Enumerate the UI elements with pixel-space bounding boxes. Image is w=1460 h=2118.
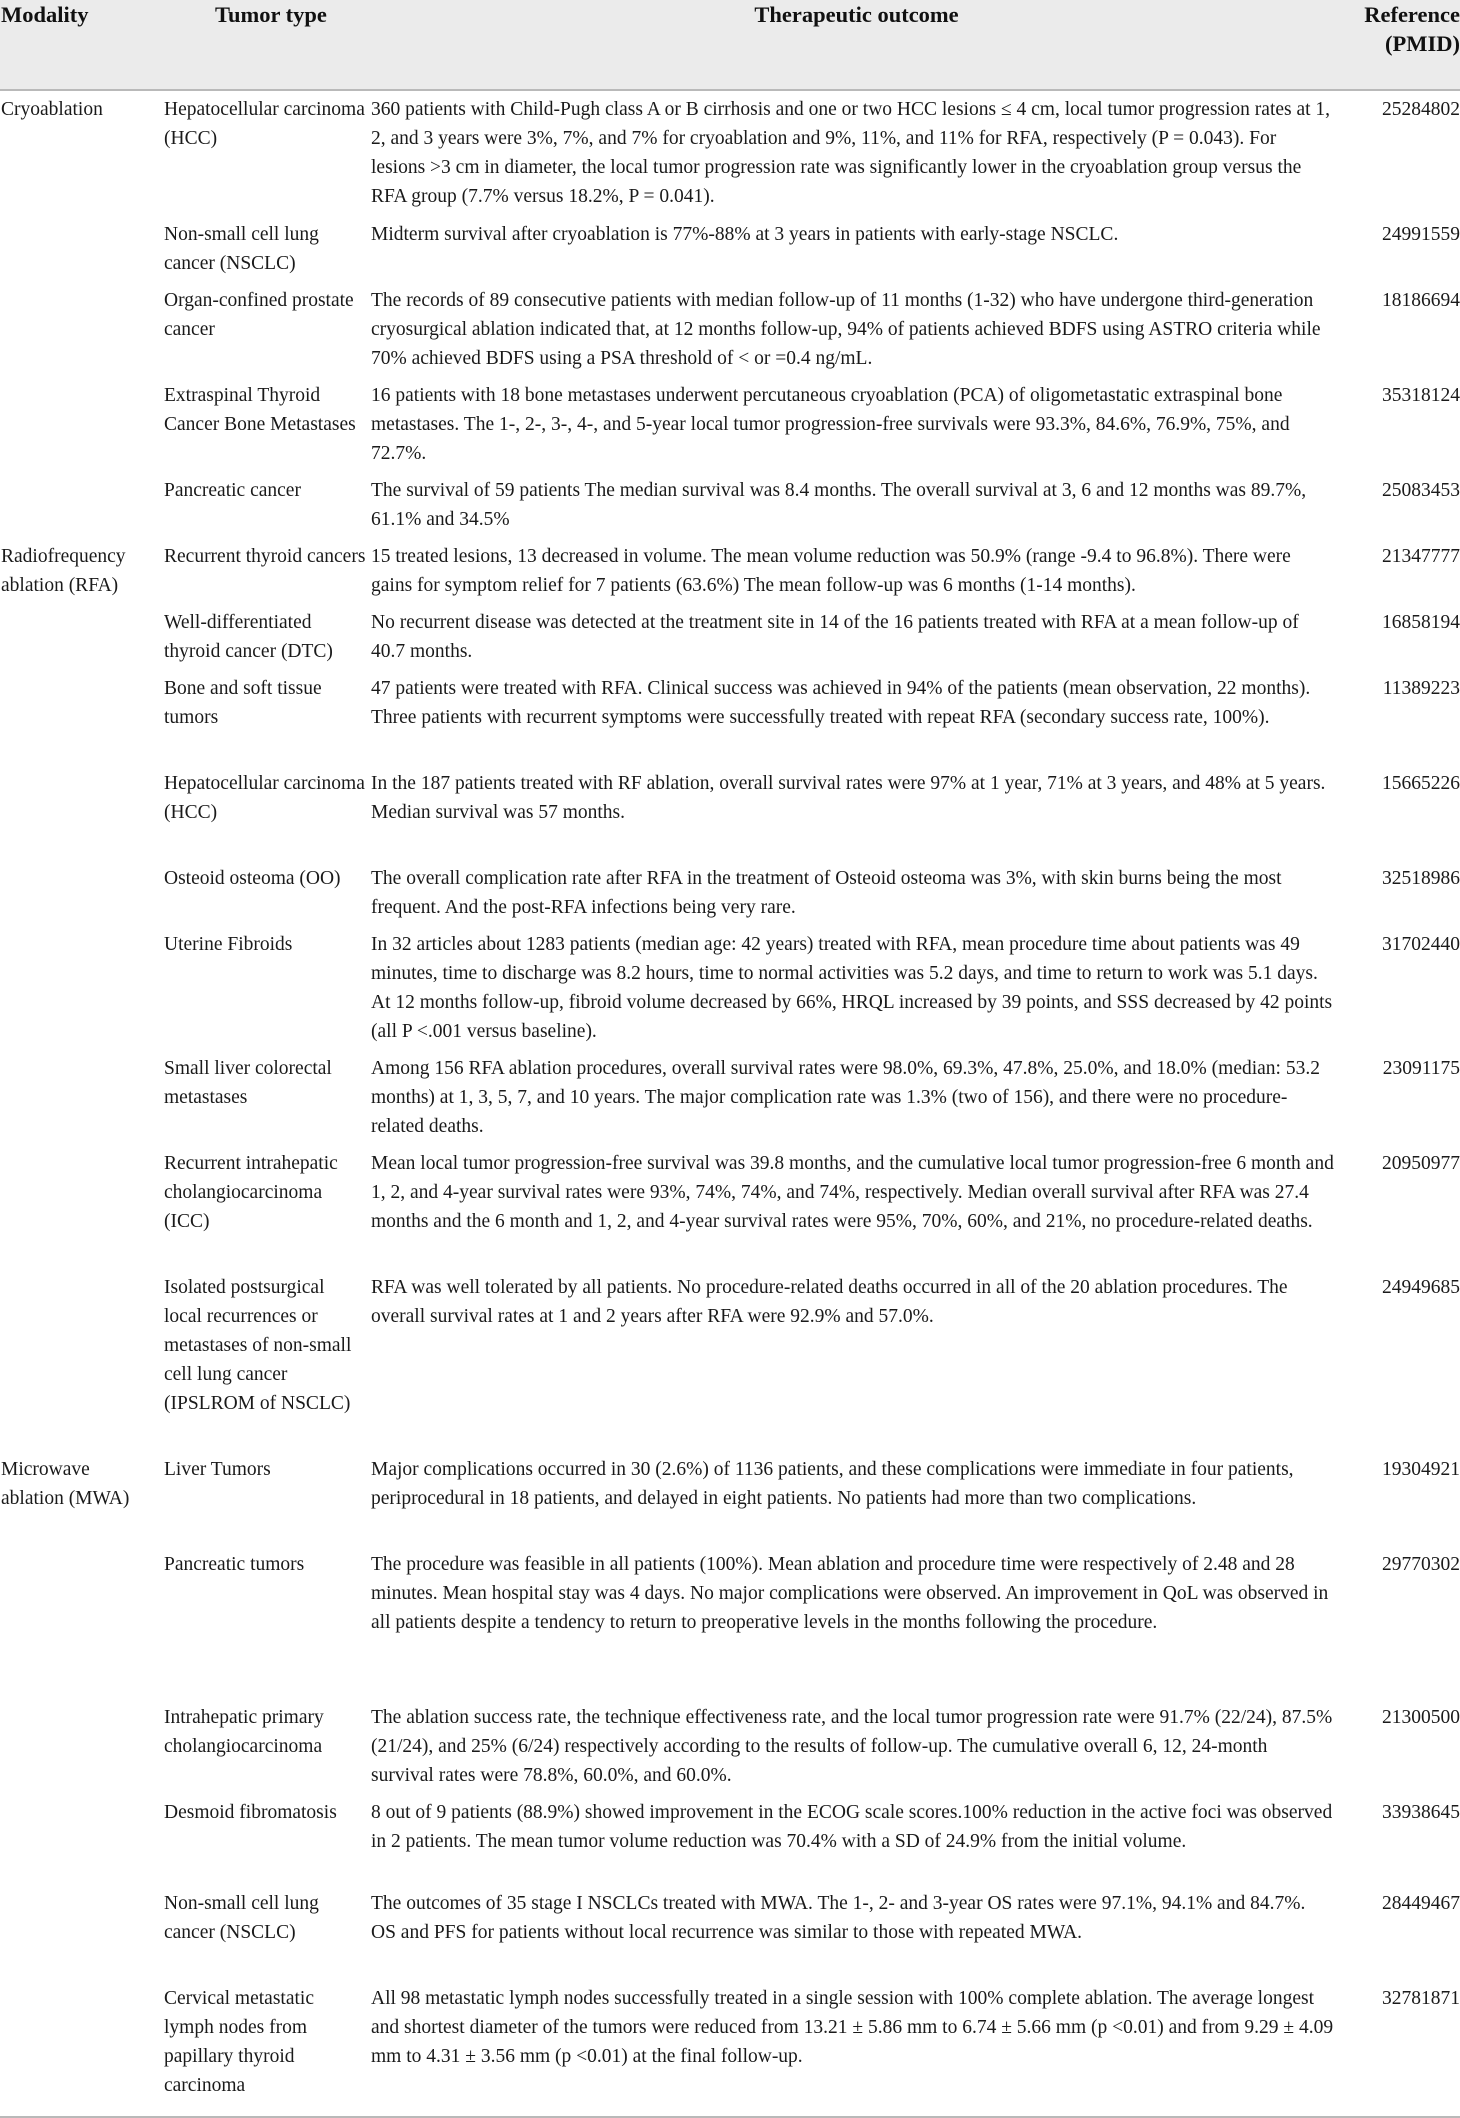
modality-cell: Microwave ablation (MWA)	[1, 1459, 130, 1509]
reference-cell: 32781871	[1343, 1980, 1460, 2117]
table-row	[0, 1269, 1460, 1451]
outcome-cell: RFA was well tolerated by all patients. No procedure-related deaths occurred in all of the 20 ablation procedures. The overall survival rates at 1 and 2 years after RFA were 92.9% and 57.0%.	[371, 1277, 1288, 1327]
outcome-cell: The ablation success rate, the technique effectiveness rate, and the local tumor progression rate were 91.7% (22/24), 87.5% (21/24), and 25% (6/24) respectively according to the results of follow-up. The cumulative overall 6, 12, 24-month survival rates were 78.8%, 60.0%, and 60.0%.	[371, 1707, 1333, 1786]
modality-cell	[0, 472, 157, 538]
table-row	[0, 1794, 1460, 1885]
tumor-type-cell: Hepatocellular carcinoma (HCC)	[164, 99, 365, 149]
table-row	[0, 604, 1460, 670]
header-row	[0, 0, 1460, 90]
modality-cell	[0, 1546, 157, 1699]
tumor-type-cell: Pancreatic tumors	[164, 1554, 305, 1575]
tumor-type-cell: Osteoid osteoma (OO)	[164, 868, 341, 889]
reference-cell: 21300500	[1382, 1707, 1460, 1728]
header-modality: Modality	[0, 0, 157, 90]
reference-cell: 25284802	[1382, 99, 1460, 120]
tumor-type-cell: Intrahepatic primary cholangiocarcinoma	[164, 1707, 324, 1757]
tumor-type-cell: Hepatocellular carcinoma (HCC)	[164, 773, 365, 823]
reference-cell: 18186694	[1382, 290, 1460, 311]
reference-cell: 28449467	[1382, 1893, 1460, 1914]
outcome-cell: Among 156 RFA ablation procedures, overall survival rates were 98.0%, 69.3%, 47.8%, 25.0%, and 18.0% (median: 53.2 months) at 1, 3, 5, 7, and 10 years. The major complication rate was 1.3% (two of 156), and there were no procedure-related deaths.	[371, 1058, 1320, 1137]
reference-cell: 16858194	[1382, 612, 1460, 633]
reference-cell: 15665226	[1382, 773, 1460, 794]
outcome-cell: In the 187 patients treated with RF ablation, overall survival rates were 97% at 1 year, 71% at 3 years, and 48% at 5 years. Median survival was 57 months.	[371, 773, 1326, 823]
header-therapeutic-outcome: Therapeutic outcome	[370, 0, 1343, 90]
tumor-type-cell: Non-small cell lung cancer (NSCLC)	[164, 1893, 319, 1943]
tumor-type-cell: Uterine Fibroids	[164, 934, 293, 955]
table-row	[0, 90, 1460, 216]
outcome-cell: All 98 metastatic lymph nodes successfully treated in a single session with 100% complete ablation. The average longest and shortest diameter of the tumors were reduced from 13.21 ± 5.86 mm to 6.74 ± 5.66 mm (p <0.01) and from 9.29 ± 4.09 mm to 4.31 ± 3.56 mm (p <0.01) at the final follow-up.	[370, 1980, 1343, 2117]
modality-cell	[0, 926, 157, 1050]
reference-cell: 23091175	[1382, 1058, 1460, 1079]
reference-cell: 24991559	[1382, 224, 1460, 245]
reference-cell: 35318124	[1382, 385, 1460, 406]
tumor-type-cell: Well-differentiated thyroid cancer (DTC)	[164, 612, 333, 662]
table-row	[0, 765, 1460, 860]
table-row	[0, 282, 1460, 377]
table-body	[0, 90, 1460, 2117]
reference-cell: 25083453	[1382, 480, 1460, 501]
modality-cell	[0, 1794, 157, 1885]
outcome-cell: In 32 articles about 1283 patients (median age: 42 years) treated with RFA, mean procedure time about patients was 49 minutes, time to discharge was 8.2 hours, time to normal activities was 5.2 days, and time to return to work was 5.1 days. At 12 months follow-up, fibroid volume decreased by 66%, HRQL increased by 39 points, and SSS decreased by 42 points (all P <.001 versus baseline).	[371, 934, 1333, 1042]
outcome-cell: Midterm survival after cryoablation is 77%-88% at 3 years in patients with early-stage NSCLC.	[371, 224, 1119, 245]
outcome-cell: The overall complication rate after RFA in the treatment of Osteoid osteoma was 3%, with skin burns being the most frequent. And the post-RFA infections being very rare.	[371, 868, 1282, 918]
tumor-type-cell: Organ-confined prostate cancer	[164, 290, 354, 340]
tumor-type-cell: Liver Tumors	[164, 1459, 271, 1480]
outcome-cell: The records of 89 consecutive patients with median follow-up of 11 months (1-32) who have undergone third-generation cryosurgical ablation indicated that, at 12 months follow-up, 94% of patients achieved BDFS using ASTRO criteria while 70% achieved BDFS using a PSA threshold of < or =0.4 ng/mL.	[371, 290, 1321, 369]
tumor-type-cell: Recurrent thyroid cancers	[164, 546, 366, 567]
outcome-cell: Mean local tumor progression-free survival was 39.8 months, and the cumulative local tumor progression-free 6 month and 1, 2, and 4-year survival rates were 93%, 74%, 74%, and 74%, respectively. Median overall survival after RFA was 27.4 months and the 6 month and 1, 2, and 4-year survival rates were 95%, 70%, 60%, and 21%, no procedure-related deaths.	[371, 1153, 1334, 1232]
modality-cell	[0, 604, 157, 670]
modality-cell	[0, 1885, 157, 1980]
outcome-cell: The outcomes of 35 stage I NSCLCs treated with MWA. The 1-, 2- and 3-year OS rates were 97.1%, 94.1% and 84.7%. OS and PFS for patients without local recurrence was similar to those with repeated MWA.	[371, 1893, 1306, 1943]
table-row	[0, 1451, 1460, 1546]
modality-cell	[0, 1699, 157, 1794]
table-row	[0, 926, 1460, 1050]
outcome-cell: Major complications occurred in 30 (2.6%) of 1136 patients, and these complications were immediate in four patients, periprocedural in 18 patients, and delayed in eight patients. No patients had more than two complications.	[371, 1459, 1294, 1509]
tumor-type-cell: Small liver colorectal metastases	[164, 1058, 332, 1108]
outcome-cell: No recurrent disease was detected at the treatment site in 14 of the 16 patients treated with RFA at a mean follow-up of 40.7 months.	[371, 612, 1299, 662]
table-row	[0, 472, 1460, 538]
table-row	[0, 1980, 1460, 2117]
reference-cell: 20950977	[1382, 1153, 1460, 1174]
reference-cell: 21347777	[1382, 546, 1460, 567]
outcome-cell: 360 patients with Child-Pugh class A or B cirrhosis and one or two HCC lesions ≤ 4 cm, local tumor progression rates at 1, 2, and 3 years were 3%, 7%, and 7% for cryoablation and 9%, 11%, and 11% for RFA, respectively (P = 0.043). For lesions >3 cm in diameter, the local tumor progression rate was significantly lower in the cryoablation group versus the RFA group (7.7% versus 18.2%, P = 0.041).	[371, 99, 1331, 207]
outcome-cell: The procedure was feasible in all patients (100%). Mean ablation and procedure time were respectively of 2.48 and 28 minutes. Mean hospital stay was 4 days. No major complications were observed. An improvement in QoL was observed in all patients despite a tendency to return to preoperative levels in the months following the procedure.	[371, 1554, 1329, 1633]
tumor-type-cell: Isolated postsurgical local recurrences or metastases of non-small cell lung cancer (IPSLROM of NSCLC)	[164, 1277, 352, 1414]
modality-cell	[0, 377, 157, 472]
reference-cell: 29770302	[1382, 1554, 1460, 1575]
modality-cell	[0, 765, 157, 860]
tumor-type-cell: Pancreatic cancer	[164, 480, 301, 501]
modality-cell	[0, 860, 157, 926]
modality-cell	[0, 1145, 157, 1269]
modality-cell: Cryoablation	[1, 99, 103, 120]
modality-cell	[0, 216, 157, 282]
reference-cell: 24949685	[1382, 1277, 1460, 1298]
reference-cell: 11389223	[1382, 678, 1460, 699]
tumor-type-cell: Desmoid fibromatosis	[164, 1802, 337, 1823]
modality-cell: Radiofrequency ablation (RFA)	[1, 546, 126, 596]
header-reference: Reference (PMID)	[1343, 0, 1460, 90]
tumor-type-cell: Extraspinal Thyroid Cancer Bone Metastases	[164, 385, 356, 435]
modality-cell	[0, 1050, 157, 1145]
modality-cell	[0, 1980, 157, 2117]
table-header	[0, 0, 1460, 90]
table-row	[0, 860, 1460, 926]
modality-cell	[0, 1269, 157, 1451]
reference-cell: 31702440	[1382, 934, 1460, 955]
table-row	[0, 377, 1460, 472]
tumor-type-cell: Cervical metastatic lymph nodes from papillary thyroid carcinoma	[157, 1980, 370, 2117]
table-row	[0, 1546, 1460, 1699]
table-row	[0, 1699, 1460, 1794]
outcome-cell: 8 out of 9 patients (88.9%) showed improvement in the ECOG scale scores.100% reduction in the active foci was observed in 2 patients. The mean tumor volume reduction was 70.4% with a SD of 24.9% from the initial volume.	[371, 1802, 1333, 1852]
tumor-type-cell: Non-small cell lung cancer (NSCLC)	[164, 224, 319, 274]
table-row	[0, 538, 1460, 604]
reference-cell: 32518986	[1382, 868, 1460, 889]
outcome-cell: The survival of 59 patients The median survival was 8.4 months. The overall survival at 3, 6 and 12 months was 89.7%, 61.1% and 34.5%	[371, 480, 1307, 530]
table-row	[0, 670, 1460, 765]
header-tumor-type: Tumor type	[157, 0, 370, 90]
table-row	[0, 1145, 1460, 1269]
table-row	[0, 216, 1460, 282]
tumor-type-cell: Recurrent intrahepatic cholangiocarcinoma (ICC)	[164, 1153, 338, 1232]
modality-cell	[0, 282, 157, 377]
outcome-cell: 16 patients with 18 bone metastases underwent percutaneous cryoablation (PCA) of oligometastatic extraspinal bone metastases. The 1-, 2-, 3-, 4-, and 5-year local tumor progression-free survivals were 93.3%, 84.6%, 76.9%, 75%, and 72.7%.	[371, 385, 1290, 464]
reference-cell: 33938645	[1382, 1802, 1460, 1823]
outcome-cell: 15 treated lesions, 13 decreased in volume. The mean volume reduction was 50.9% (range -9.4 to 96.8%). There were gains for symptom relief for 7 patients (63.6%) The mean follow-up was 6 months (1-14 months).	[371, 546, 1291, 596]
table-row	[0, 1050, 1460, 1145]
reference-cell: 19304921	[1382, 1459, 1460, 1480]
table-row	[0, 1885, 1460, 1980]
modality-cell	[0, 670, 157, 765]
outcome-cell: 47 patients were treated with RFA. Clinical success was achieved in 94% of the patients (mean observation, 22 months). Three patients with recurrent symptoms were successfully treated with repeat RFA (secondary success rate, 100%).	[371, 678, 1311, 728]
tumor-type-cell: Bone and soft tissue tumors	[164, 678, 322, 728]
